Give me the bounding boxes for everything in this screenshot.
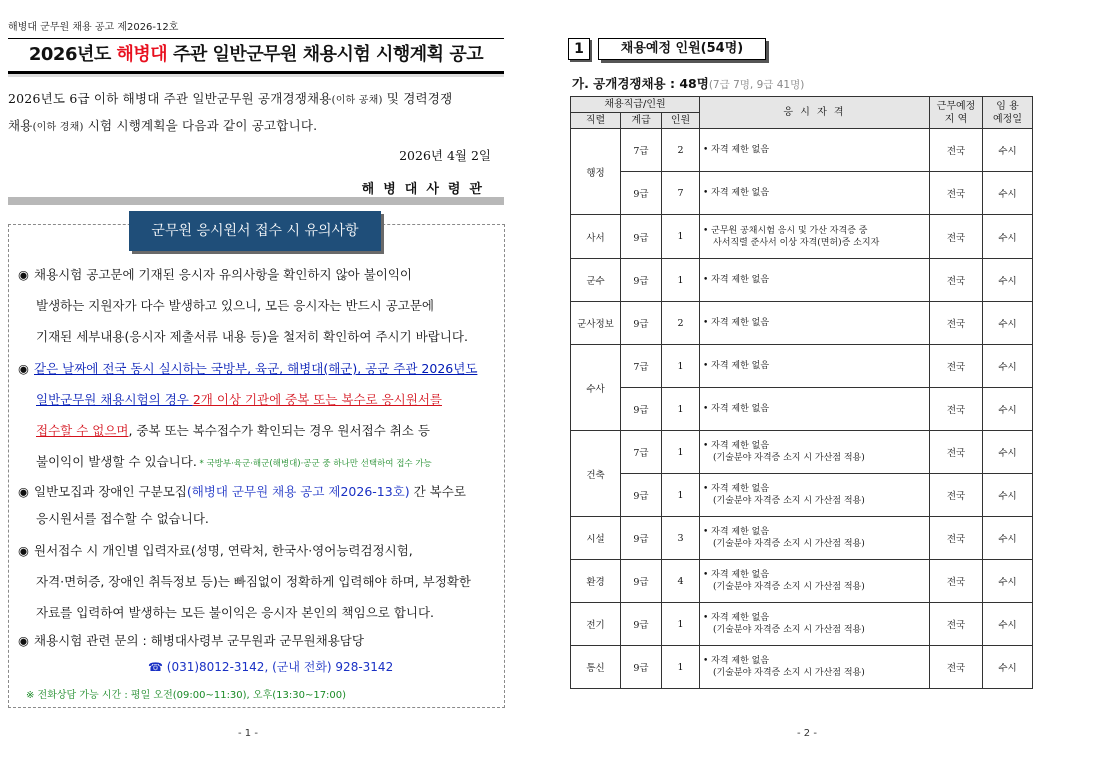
date-cell: 수시 bbox=[983, 302, 1033, 345]
region-cell: 전국 bbox=[930, 129, 983, 172]
qual-text: • 자격 제한 없음 bbox=[703, 318, 770, 328]
notice-item-4 bbox=[18, 535, 500, 628]
table-row bbox=[571, 517, 1033, 560]
qual-cell bbox=[700, 388, 930, 431]
qual-cell bbox=[700, 129, 930, 172]
title-part2: 주관 일반군무원 채용시험 시행계획 공고 bbox=[167, 44, 484, 65]
table-row bbox=[571, 302, 1033, 345]
notice-2-line-3a: 접수할 수 없으며 bbox=[36, 423, 129, 438]
notice-2-line-2a: 일반군무원 채용시험의 경우 bbox=[36, 392, 193, 407]
notice-2-line-1: 같은 날짜에 전국 동시 실시하는 국방부, 육군, 해병대(해군), 공군 주관 2026년도 bbox=[34, 361, 478, 376]
qual-cell bbox=[700, 560, 930, 603]
job-cell: 사서 bbox=[571, 215, 621, 259]
date-cell: 수시 bbox=[983, 646, 1033, 689]
count-cell: 2 bbox=[662, 302, 700, 345]
header-job: 직렬 bbox=[571, 113, 621, 129]
notice-4-line-3: 자료를 입력하여 발생하는 모든 불이익은 응시자 본인의 책임으로 합니다. bbox=[36, 605, 435, 620]
notice-item-3 bbox=[18, 478, 500, 532]
qual-text: • 자격 제한 없음 bbox=[703, 275, 770, 285]
grade-cell: 9급 bbox=[621, 172, 662, 215]
qual-subtext: (기술분야 자격증 소지 시 가산점 적용) bbox=[713, 496, 865, 506]
grade-cell: 9급 bbox=[621, 603, 662, 646]
region-cell: 전국 bbox=[930, 474, 983, 517]
grade-cell: 9급 bbox=[621, 215, 662, 259]
notice-2-line-2b: 2개 이상 기관에 중복 또는 복수로 응시원서를 bbox=[192, 392, 442, 407]
title-box bbox=[8, 38, 504, 74]
date-cell: 수시 bbox=[983, 215, 1033, 259]
table-row bbox=[571, 172, 1033, 215]
title-highlight: 해병대 bbox=[116, 44, 168, 65]
notice-2-line-4a: 불이익이 발생할 수 있습니다. bbox=[36, 454, 197, 469]
count-cell: 1 bbox=[662, 345, 700, 388]
table-row bbox=[571, 560, 1033, 603]
notice-3-line-1a: 일반모집과 장애인 구분모집 bbox=[34, 484, 187, 499]
notice-3-line-2: 응시원서를 접수할 수 없습니다. bbox=[36, 511, 209, 526]
notice-4-line-2: 자격·면허증, 장애인 취득정보 등)는 빠짐없이 정확하게 입력해야 하며, 부정확한 bbox=[36, 574, 471, 589]
notice-4-line-1: 원서접수 시 개인별 입력자료(성명, 연락처, 한국사·영어능력검정시험, bbox=[34, 543, 413, 558]
grade-cell: 9급 bbox=[621, 302, 662, 345]
header-region-l2: 지 역 bbox=[944, 113, 968, 125]
qual-subtext: (기술분야 자격증 소지 시 가산점 적용) bbox=[713, 668, 865, 678]
notice-5-line-1: 채용시험 관련 문의 : 해병대사령부 군무원과 군무원채용담당 bbox=[34, 633, 364, 648]
job-cell: 행정 bbox=[571, 129, 621, 215]
date-cell: 수시 bbox=[983, 172, 1033, 215]
section-title: 채용예정 인원(54명) bbox=[598, 38, 766, 60]
bullet-icon: ◉ bbox=[18, 361, 29, 376]
page-title bbox=[8, 39, 504, 71]
bullet-icon: ◉ bbox=[18, 484, 29, 499]
job-cell: 군수 bbox=[571, 259, 621, 302]
section-number-badge: 1 bbox=[568, 38, 590, 60]
intro-paragraph bbox=[8, 86, 503, 140]
region-cell: 전국 bbox=[930, 517, 983, 560]
grade-cell: 7급 bbox=[621, 129, 662, 172]
qual-cell bbox=[700, 302, 930, 345]
notice-1-line-2: 발생하는 지원자가 다수 발생하고 있으니, 모든 응시자는 반드시 공고문에 bbox=[36, 298, 435, 313]
table-row bbox=[571, 215, 1033, 259]
qual-cell bbox=[700, 474, 930, 517]
qual-text: • 자격 제한 없음 bbox=[703, 145, 770, 155]
table-row bbox=[571, 474, 1033, 517]
table-header-row bbox=[571, 97, 1033, 113]
header-grade: 계급 bbox=[621, 113, 662, 129]
qual-text: • 자격 제한 없음 bbox=[703, 404, 770, 414]
header-date-l2: 예정일 bbox=[993, 113, 1022, 125]
qual-subtext: (기술분야 자격증 소지 시 가산점 적용) bbox=[713, 582, 865, 592]
region-cell: 전국 bbox=[930, 431, 983, 474]
header-count: 인원 bbox=[662, 113, 700, 129]
grade-cell: 9급 bbox=[621, 388, 662, 431]
notice-1-line-1: 채용시험 공고문에 기재된 응시자 유의사항을 확인하지 않아 불이익이 bbox=[34, 267, 412, 282]
grade-cell: 9급 bbox=[621, 259, 662, 302]
grade-cell: 9급 bbox=[621, 474, 662, 517]
date-cell: 수시 bbox=[983, 431, 1033, 474]
qual-subtext: (기술분야 자격증 소지 시 가산점 적용) bbox=[713, 453, 865, 463]
grade-cell: 7급 bbox=[621, 431, 662, 474]
region-cell: 전국 bbox=[930, 560, 983, 603]
region-cell: 전국 bbox=[930, 259, 983, 302]
region-cell: 전국 bbox=[930, 302, 983, 345]
notice-3-line-1c: 간 복수로 bbox=[409, 484, 466, 499]
divider-bar bbox=[8, 197, 504, 205]
header-region-l1: 근무예정 bbox=[936, 100, 976, 112]
qual-cell bbox=[700, 646, 930, 689]
qual-text: • 자격 제한 없음 bbox=[703, 527, 770, 537]
count-cell: 1 bbox=[662, 646, 700, 689]
qual-cell bbox=[700, 431, 930, 474]
contact-phone: ☎ (031)8012-3142, (군내 전화) 928-3142 bbox=[148, 660, 394, 674]
count-cell: 1 bbox=[662, 603, 700, 646]
job-cell: 수사 bbox=[571, 345, 621, 431]
notice-2-line-3b: , 중복 또는 복수접수가 확인되는 경우 원서접수 취소 등 bbox=[128, 423, 430, 438]
notice-3-line-1b: (해병대 군무원 채용 공고 제2026-13호) bbox=[186, 484, 410, 499]
header-region bbox=[930, 97, 983, 129]
count-cell: 3 bbox=[662, 517, 700, 560]
region-cell: 전국 bbox=[930, 646, 983, 689]
count-cell: 1 bbox=[662, 474, 700, 517]
call-hours: ※ 전화상담 가능 시간 : 평일 오전(09:00~11:30), 오후(13:30~17:00) bbox=[26, 690, 347, 701]
date-cell: 수시 bbox=[983, 603, 1033, 646]
page-number-left: - 1 - bbox=[238, 728, 258, 739]
table-row bbox=[571, 345, 1033, 388]
notice-1-line-3: 기재된 세부내용(응시자 제출서류 내용 등)을 철저히 확인하여 주시기 바랍니다. bbox=[36, 329, 468, 344]
qual-cell bbox=[700, 603, 930, 646]
date-cell: 수시 bbox=[983, 259, 1033, 302]
qual-cell bbox=[700, 215, 930, 259]
signer: 해병대사령관 bbox=[361, 182, 491, 197]
count-cell: 4 bbox=[662, 560, 700, 603]
count-cell: 1 bbox=[662, 215, 700, 259]
table-row bbox=[571, 129, 1033, 172]
grade-cell: 9급 bbox=[621, 560, 662, 603]
table-row bbox=[571, 646, 1033, 689]
intro-text-b: (이하 공채) bbox=[331, 95, 383, 106]
date-cell: 수시 bbox=[983, 388, 1033, 431]
page-number-right: - 2 - bbox=[797, 728, 817, 739]
count-cell: 7 bbox=[662, 172, 700, 215]
header-date bbox=[983, 97, 1033, 129]
qual-cell bbox=[700, 345, 930, 388]
job-cell: 통신 bbox=[571, 646, 621, 689]
qual-cell bbox=[700, 172, 930, 215]
region-cell: 전국 bbox=[930, 603, 983, 646]
header-qual: 응 시 자 격 bbox=[700, 97, 930, 129]
job-cell: 전기 bbox=[571, 603, 621, 646]
header-date-l1: 임 용 bbox=[996, 100, 1019, 112]
job-cell: 시설 bbox=[571, 517, 621, 560]
region-cell: 전국 bbox=[930, 345, 983, 388]
grade-cell: 7급 bbox=[621, 345, 662, 388]
date-cell: 수시 bbox=[983, 474, 1033, 517]
sub-title bbox=[572, 74, 804, 92]
notice-title: 군무원 응시원서 접수 시 유의사항 bbox=[129, 211, 381, 251]
date-cell: 수시 bbox=[983, 517, 1033, 560]
region-cell: 전국 bbox=[930, 388, 983, 431]
qual-text: • 군무원 공채시험 응시 및 가산 자격증 중 bbox=[703, 225, 868, 236]
qual-text: • 자격 제한 없음 bbox=[703, 613, 770, 623]
qual-subtext: (기술분야 자격증 소지 시 가산점 적용) bbox=[713, 539, 865, 549]
qual-cell bbox=[700, 259, 930, 302]
document-number: 해병대 군무원 채용 공고 제2026-12호 bbox=[8, 22, 179, 33]
bullet-icon: ◉ bbox=[18, 633, 29, 648]
count-cell: 1 bbox=[662, 431, 700, 474]
header-group: 채용직급/인원 bbox=[571, 97, 700, 113]
grade-cell: 9급 bbox=[621, 517, 662, 560]
qual-text: • 자격 제한 없음 bbox=[703, 656, 770, 666]
job-cell: 군사정보 bbox=[571, 302, 621, 345]
date-cell: 수시 bbox=[983, 560, 1033, 603]
grade-cell: 9급 bbox=[621, 646, 662, 689]
qual-text: • 자격 제한 없음 bbox=[703, 188, 770, 198]
qual-text: • 자격 제한 없음 bbox=[703, 441, 770, 451]
region-cell: 전국 bbox=[930, 215, 983, 259]
intro-text-c: 및 경력경쟁 bbox=[382, 91, 453, 106]
sub-title-main: 가. 공개경쟁채용 : 48명 bbox=[572, 76, 709, 91]
count-cell: 2 bbox=[662, 129, 700, 172]
sub-title-detail: (7급 7명, 9급 41명) bbox=[708, 79, 805, 91]
intro-text-a: 2026년도 6급 이하 해병대 주관 일반군무원 공개경쟁채용 bbox=[8, 91, 332, 106]
intro-text-f: 시험 시행계획을 다음과 같이 공고합니다. bbox=[83, 118, 318, 133]
hiring-table bbox=[570, 96, 1033, 689]
date-cell: 수시 bbox=[983, 129, 1033, 172]
job-cell: 환경 bbox=[571, 560, 621, 603]
qual-text: • 자격 제한 없음 bbox=[703, 570, 770, 580]
qual-text: • 자격 제한 없음 bbox=[703, 361, 770, 371]
notice-2-footnote: * 국방부·육군·해군(해병대)·공군 중 하나만 선택하여 접수 가능 bbox=[196, 459, 432, 469]
qual-cell bbox=[700, 517, 930, 560]
intro-text-e: (이하 경채) bbox=[32, 122, 84, 133]
qual-text: • 자격 제한 없음 bbox=[703, 484, 770, 494]
qual-subtext: 사서직렬 준사서 이상 자격(면허)증 소지자 bbox=[713, 237, 880, 248]
count-cell: 1 bbox=[662, 388, 700, 431]
table-row bbox=[571, 259, 1033, 302]
announcement-date: 2026년 4월 2일 bbox=[399, 148, 491, 163]
region-cell: 전국 bbox=[930, 172, 983, 215]
notice-item-5 bbox=[18, 628, 500, 680]
title-part1: 2026년도 bbox=[28, 44, 117, 65]
notice-item-2 bbox=[18, 353, 500, 480]
bullet-icon: ◉ bbox=[18, 543, 29, 558]
job-cell: 건축 bbox=[571, 431, 621, 517]
table-row bbox=[571, 388, 1033, 431]
table-row bbox=[571, 603, 1033, 646]
notice-item-1 bbox=[18, 259, 500, 352]
intro-text-d: 채용 bbox=[8, 118, 33, 133]
count-cell: 1 bbox=[662, 259, 700, 302]
bullet-icon: ◉ bbox=[18, 267, 29, 282]
table-row bbox=[571, 431, 1033, 474]
date-cell: 수시 bbox=[983, 345, 1033, 388]
qual-subtext: (기술분야 자격증 소지 시 가산점 적용) bbox=[713, 625, 865, 635]
